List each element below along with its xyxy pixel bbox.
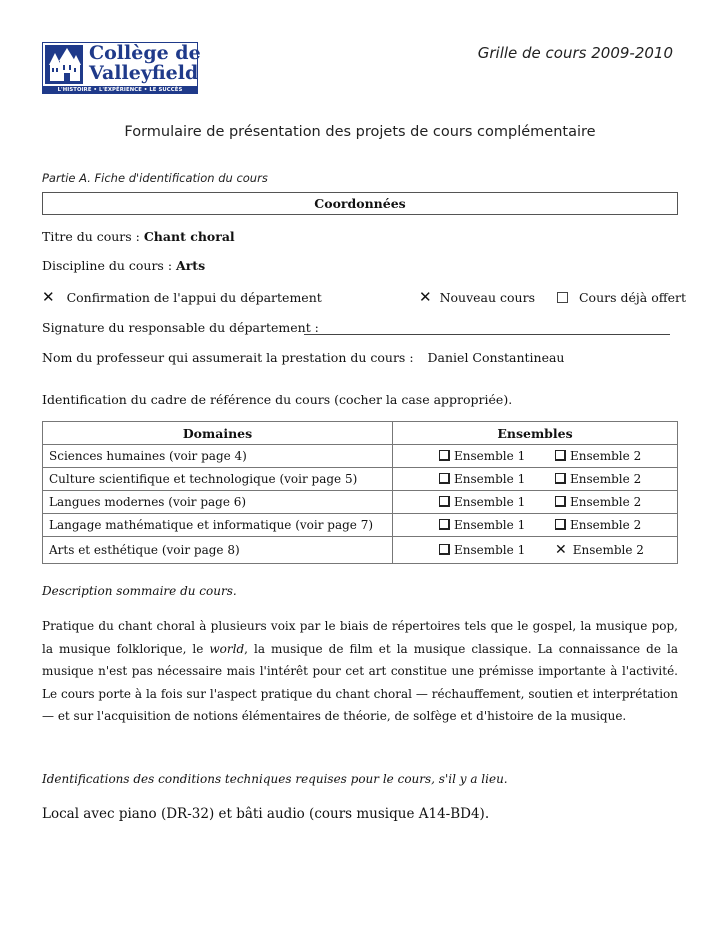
- checkbox-icon[interactable]: [555, 519, 566, 530]
- ensembles-cell: [393, 537, 678, 564]
- ensemble-label: Ensemble 1: [454, 449, 526, 463]
- ensembles-cell: [393, 514, 678, 537]
- discipline-line: [42, 258, 205, 273]
- ensembles-cell: [393, 491, 678, 514]
- description-part: , la musique de film et la musique classique. La connaissance de la musique n'est pas nécessaire mais l'intérêt pour cet art constitue une prémisse importante à l'activité. Le cours porte à la fois sur l'aspect pratique du chant choral — réchauffement, soutien et interprétation — et sur l'acquisition de notions élémentaires de théorie, de solfège et d'histoire de la musique.: [42, 641, 678, 723]
- domain-cell: Arts et esthétique (voir page 8): [43, 537, 393, 564]
- domain-cell: Culture scientifique et technologique (voir page 5): [43, 468, 393, 491]
- description-text: [42, 615, 678, 728]
- table-row: [43, 537, 678, 564]
- identification-instructions: Identification du cadre de référence du cours (cocher la case appropriée).: [42, 392, 513, 407]
- ensemble-label: Ensemble 2: [570, 495, 642, 509]
- column-header-domaines: Domaines: [43, 422, 393, 445]
- table-row: [43, 491, 678, 514]
- ensemble-2-option[interactable]: [555, 449, 671, 463]
- ensembles-cell: [393, 445, 678, 468]
- domain-cell: Sciences humaines (voir page 4): [43, 445, 393, 468]
- checkbox-icon[interactable]: [439, 519, 450, 530]
- table-row: [43, 445, 678, 468]
- grille-label: Grille de cours 2009-2010: [477, 44, 673, 62]
- ensemble-label: Ensemble 1: [454, 472, 526, 486]
- signature-field[interactable]: [304, 334, 670, 335]
- ensemble-label: Ensemble 2: [570, 472, 642, 486]
- description-italic-word: world: [209, 641, 245, 656]
- checked-x-icon[interactable]: ✕: [419, 288, 432, 306]
- checked-x-icon[interactable]: ✕: [42, 288, 55, 306]
- cours-deja-offert-label: Cours déjà offert: [578, 290, 686, 305]
- checkbox-icon[interactable]: [555, 473, 566, 484]
- page-title: Formulaire de présentation des projets de cours complémentaire: [124, 124, 596, 140]
- ensemble-label: Ensemble 1: [454, 518, 526, 532]
- checkbox-icon[interactable]: [555, 496, 566, 507]
- table-header-row: [43, 422, 678, 445]
- ensemble-2-option[interactable]: [555, 518, 671, 532]
- table-row: [43, 514, 678, 537]
- professor-label: Nom du professeur qui assumerait la prestation du cours :: [42, 350, 414, 365]
- domains-table: [42, 421, 678, 564]
- checkbox-icon[interactable]: [555, 450, 566, 461]
- nouveau-cours-option[interactable]: [419, 288, 535, 306]
- discipline-label: Discipline du cours :: [42, 258, 177, 273]
- logo-frame: [42, 42, 201, 87]
- ensemble-1-option[interactable]: [439, 495, 555, 509]
- checkbox-icon[interactable]: [439, 473, 450, 484]
- description-label: Description sommaire du cours.: [42, 584, 237, 598]
- ensemble-1-option[interactable]: [439, 543, 555, 557]
- ensemble-label: Ensemble 2: [570, 518, 642, 532]
- professor-line: [42, 350, 564, 365]
- ensemble-label: Ensemble 2: [572, 543, 644, 557]
- column-header-ensembles: Ensembles: [393, 422, 678, 445]
- cours-deja-offert-option[interactable]: [557, 290, 686, 305]
- domain-cell: Langues modernes (voir page 6): [43, 491, 393, 514]
- confirmation-label: Confirmation de l'appui du département: [66, 290, 322, 305]
- ensemble-2-option[interactable]: [555, 542, 671, 558]
- domain-cell: Langage mathématique et informatique (voir page 7): [43, 514, 393, 537]
- ensemble-1-option[interactable]: [439, 472, 555, 486]
- conditions-value: Local avec piano (DR-32) et bâti audio (cours musique A14-BD4).: [42, 806, 490, 822]
- checkbox-icon[interactable]: [439, 450, 450, 461]
- building-icon: [45, 45, 83, 84]
- logo-text-line2: Valleyfield: [89, 62, 199, 84]
- ensemble-label: Ensemble 1: [454, 495, 526, 509]
- description-part: Pratique du chant choral à plusieurs voix par le biais de répertoires tels que le gospel, la musique pop, la musique folklorique, le: [42, 619, 678, 656]
- coordonnees-header: Coordonnées: [42, 192, 678, 215]
- checkbox-icon[interactable]: [439, 544, 450, 555]
- empty-checkbox-icon[interactable]: [557, 292, 568, 303]
- section-heading-part-a: Partie A. Fiche d'identification du cours: [42, 171, 268, 185]
- logo-tagline: L'HISTOIRE • L'EXPÉRIENCE • LE SUCCÈS: [42, 86, 198, 94]
- checkbox-icon[interactable]: [439, 496, 450, 507]
- professor-value: Daniel Constantineau: [427, 350, 565, 365]
- checked-x-icon[interactable]: ✕: [555, 542, 567, 558]
- logo-text-line1: Collège de: [89, 42, 201, 64]
- ensemble-label: Ensemble 1: [454, 543, 526, 557]
- ensemble-2-option[interactable]: [555, 495, 671, 509]
- course-title-line: [42, 229, 235, 244]
- signature-label: Signature du responsable du département :: [42, 320, 319, 335]
- conditions-label: Identifications des conditions techniques requises pour le cours, s'il y a lieu.: [42, 772, 508, 786]
- nouveau-cours-label: Nouveau cours: [439, 290, 535, 305]
- discipline-value: Arts: [176, 258, 206, 273]
- confirmation-option[interactable]: [42, 288, 322, 306]
- ensemble-label: Ensemble 2: [570, 449, 642, 463]
- college-logo: [42, 42, 201, 94]
- ensembles-cell: [393, 468, 678, 491]
- ensemble-1-option[interactable]: [439, 449, 555, 463]
- course-title-label: Titre du cours :: [42, 229, 144, 244]
- table-row: [43, 468, 678, 491]
- course-title-value: Chant choral: [143, 229, 235, 244]
- ensemble-1-option[interactable]: [439, 518, 555, 532]
- ensemble-2-option[interactable]: [555, 472, 671, 486]
